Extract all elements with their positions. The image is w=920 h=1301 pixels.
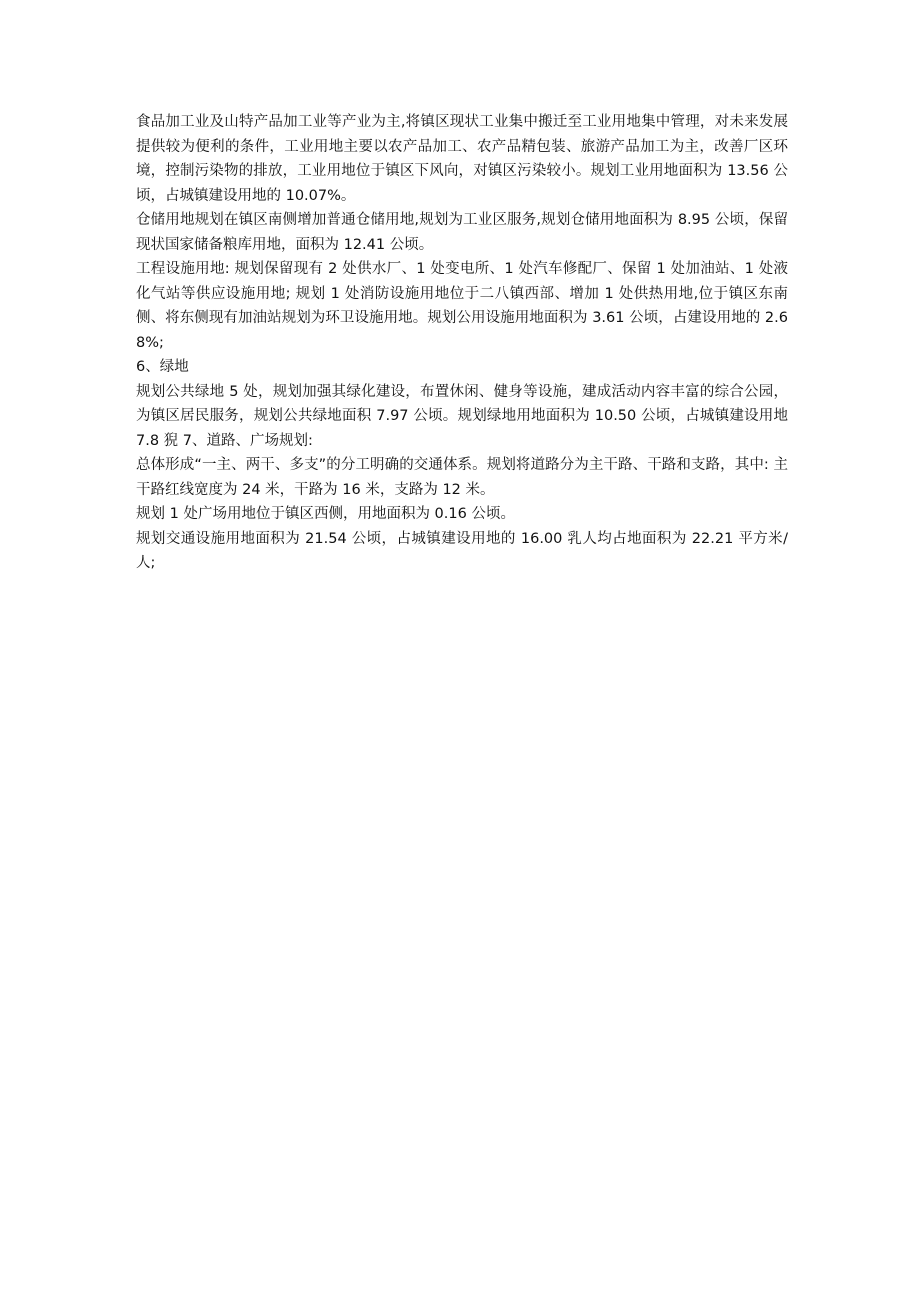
paragraph-square-land: 规划 1 处广场用地位于镇区西侧，用地面积为 0.16 公顷。 [136, 506, 515, 522]
document-body [136, 110, 788, 576]
paragraph-traffic-system: 总体形成“一主、两干、多支”的分工明确的交通体系。规划将道路分为主干路、干路和支路，其中: 主干路红线宽度为 24 米，干路为 16 米，支路为 12 米。 [136, 457, 788, 498]
paragraph-engineering-facilities: 工程设施用地: 规划保留现有 2 处供水厂、1 处变电所、1 处汽车修配厂、保留 1 处加油站、1 处液化气站等供应设施用地; 规划 1 处消防设施用地位于二八镇西部、增加 1 处供热用地,位于镇区东南侧、将东侧现有加油站规划为环卫设施用地。规划公用设施用地面积为 3.61 公顷，占建设用地的 2.68%; [136, 261, 788, 351]
paragraph-storage-land: 仓储用地规划在镇区南侧增加普通仓储用地,规划为工业区服务,规划仓储用地面积为 8.95 公顷，保留现状国家储备粮库用地，面积为 12.41 公顷。 [136, 212, 788, 253]
paragraph-public-green-space: 规划公共绿地 5 处，规划加强其绿化建设，布置休闲、健身等设施，建成活动内容丰富的综合公园，为镇区居民服务，规划公共绿地面积 7.97 公顷。规划绿地用地面积为 10.50 公顷，占城镇建设用地 7.8 猊 7、道路、广场规划: [136, 383, 788, 449]
paragraph-traffic-facilities: 规划交通设施用地面积为 21.54 公顷，占城镇建设用地的 16.00 乳人均占地面积为 22.21 平方米/人; [136, 530, 788, 571]
paragraph-industrial-land: 食品加工业及山特产品加工业等产业为主,将镇区现状工业集中搬迁至工业用地集中管理，对未来发展提供较为便利的条件，工业用地主要以农产品加工、农产品精包装、旅游产品加工为主，改善厂区环境，控制污染物的排放，工业用地位于镇区下风向，对镇区污染较小。规划工业用地面积为 13.56 公顷，占城镇建设用地的 10.07%。 [136, 114, 788, 204]
section-heading-green-space: 6、绿地 [136, 359, 189, 375]
